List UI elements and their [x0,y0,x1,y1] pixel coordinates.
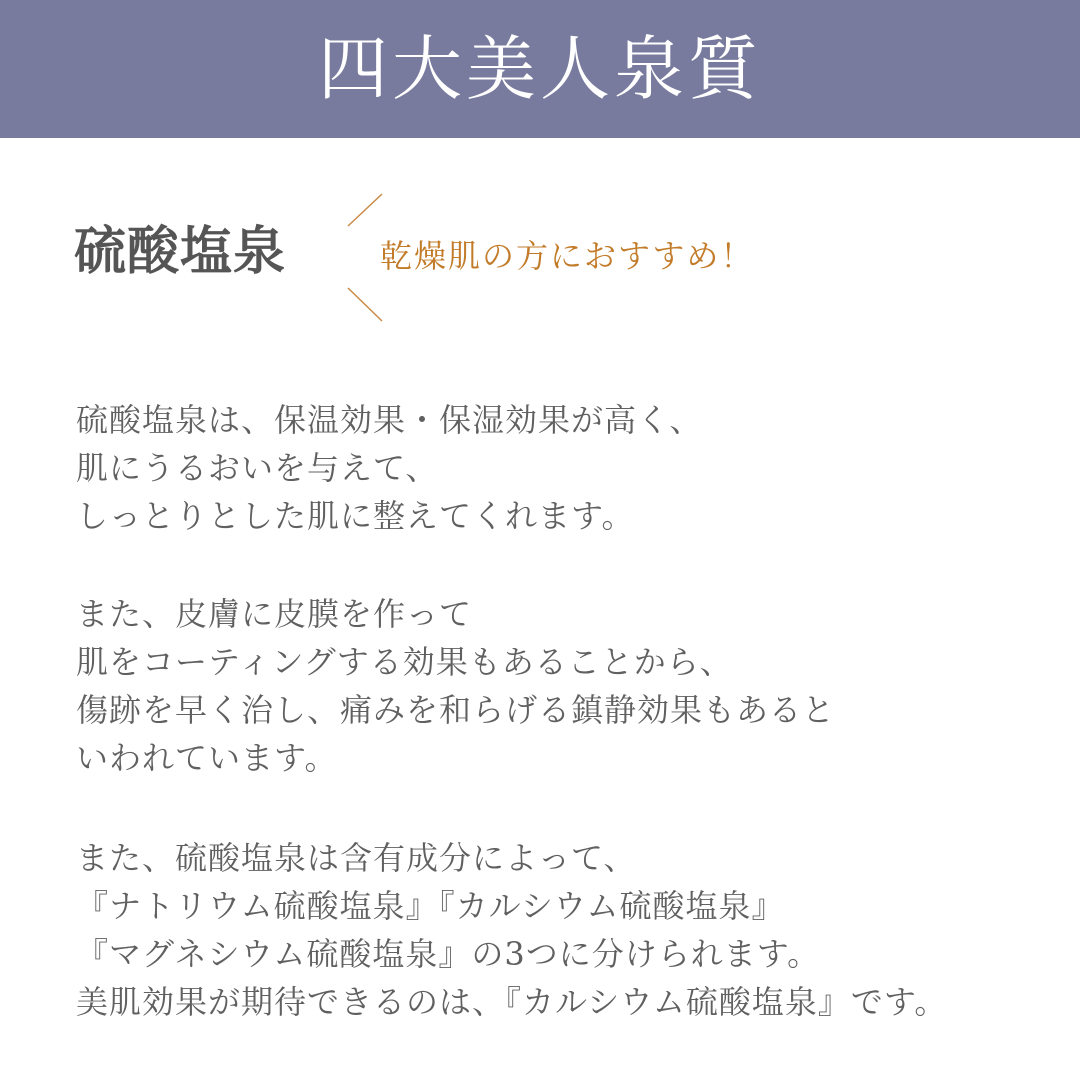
paragraph-line: 傷跡を早く治し、痛みを和らげる鎮静効果もあると [76,691,836,729]
section-heading: 硫酸塩泉 [74,221,287,282]
paragraph-line: また、硫酸塩泉は含有成分によって、 [76,839,637,877]
paragraph-line: 『マグネシウム硫酸塩泉』の3つに分けられます。 [76,935,821,973]
paragraph-line: 美肌効果が期待できるのは、『カルシウム硫酸塩泉』です。 [76,983,948,1021]
paragraph-line: 肌にうるおいを与えて、 [76,449,439,487]
paragraph-3 [76,834,1036,1026]
page-title: 四大美人泉質 [318,28,762,110]
paragraph-1 [76,396,1036,540]
paragraph-line: 硫酸塩泉は、保温効果・保湿効果が高く、 [76,401,703,439]
paragraph-line: 肌をコーティングする効果もあることから、 [76,643,733,681]
paragraph-line: 『ナトリウム硫酸塩泉』『カルシウム硫酸塩泉』 [76,887,785,925]
paragraph-line: いわれています。 [76,739,338,777]
section-tagline: 乾燥肌の方におすすめ！ [380,237,755,275]
paragraph-2 [76,590,1036,782]
header-banner [0,0,1080,138]
paragraph-line: しっとりとした肌に整えてくれます。 [76,497,635,535]
paragraph-line: また、皮膚に皮膜を作って [76,595,473,633]
